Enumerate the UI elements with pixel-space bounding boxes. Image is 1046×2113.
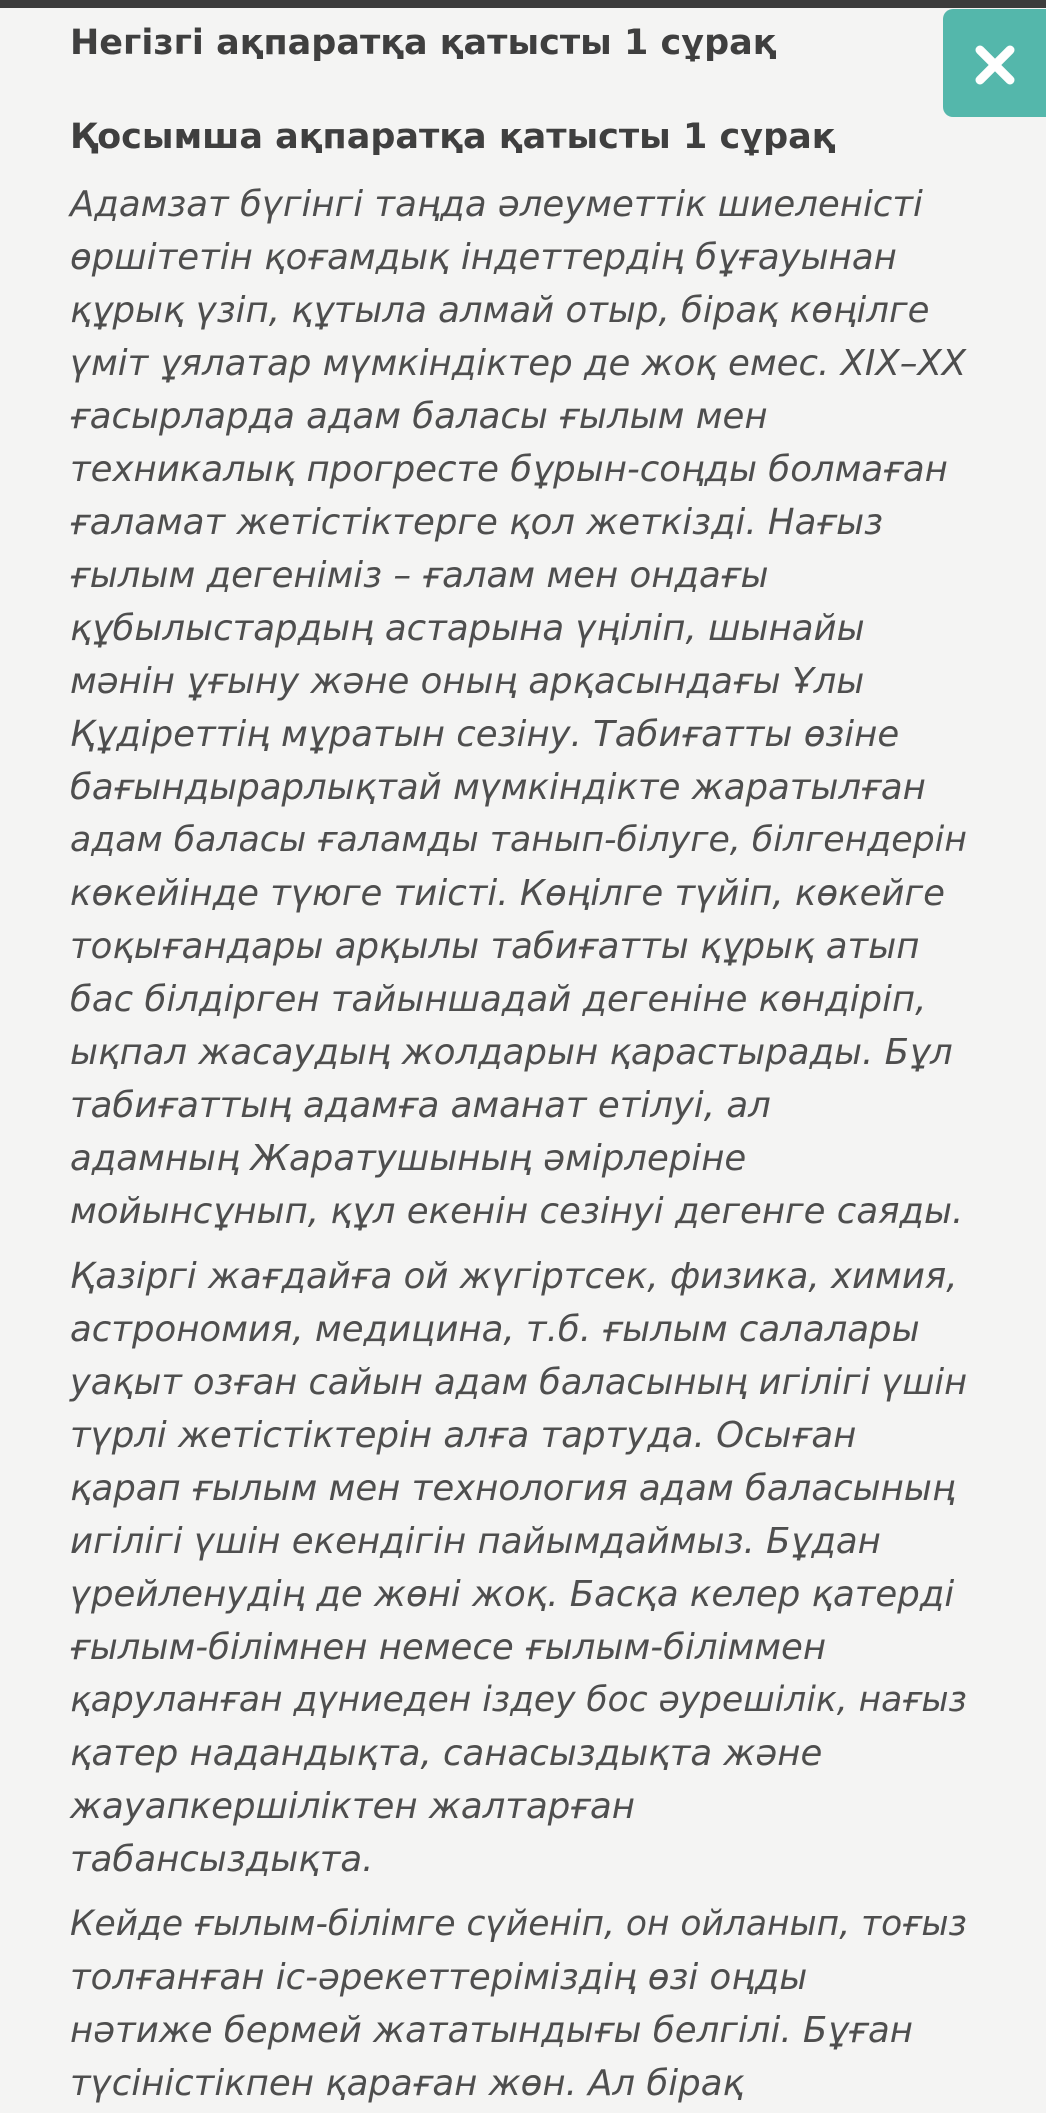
paragraph-line: ғаламат жетістіктерге қол жеткізді. Нағыз [70, 502, 884, 543]
paragraph-line: көкейінде түюге тиісті. Көңілге түйіп, көкейге [70, 873, 945, 914]
top-edge-bar [0, 0, 1046, 8]
paragraph-line: бас білдірген тайыншадай дегеніне көндіріп, [70, 979, 927, 1020]
article-paragraph-3 [70, 1898, 970, 2110]
paragraph-line: құрық үзіп, құтыла алмай отыр, бірақ көңілге [70, 290, 930, 331]
article-paragraph-1 [70, 178, 970, 1238]
paragraph-line: қарап ғылым мен технология адам баласының [70, 1468, 956, 1509]
paragraph-line: табиғаттың адамға аманат етілуі, ал [70, 1085, 771, 1126]
paragraph-line: түрлі жетістіктерін алға тартуда. Осыған [70, 1415, 857, 1456]
paragraph-line: Адамзат бүгінгі таңда әлеуметтік шиеленісті [70, 184, 923, 225]
paragraph-line: ғасырларда адам баласы ғылым мен [70, 396, 768, 437]
paragraph-line: жауапкершіліктен жалтарған [70, 1786, 635, 1827]
paragraph-line: түсіністікпен қараған жөн. Ал бірақ [70, 2063, 744, 2104]
main-info-question-heading: Негізгі ақпаратқа қатысты 1 сұрақ [70, 23, 777, 63]
article-paragraph-2 [70, 1250, 970, 1886]
paragraph-line: мәнін ұғыну және оның арқасындағы Ұлы [70, 661, 865, 702]
paragraph-line: техникалық прогресте бұрын-соңды болмаған [70, 449, 948, 490]
close-icon [974, 44, 1016, 86]
paragraph-line: Қазіргі жағдайға ой жүгіртсек, физика, химия, [70, 1256, 958, 1297]
paragraph-line: тоқығандары арқылы табиғатты құрық атып [70, 926, 920, 967]
paragraph-line: адамның Жаратушының әмірлеріне [70, 1138, 747, 1179]
paragraph-line: Құдіреттің мұратын сезіну. Табиғатты өзіне [70, 714, 900, 755]
paragraph-line: нәтиже бермей жататындығы белгілі. Бұған [70, 2010, 914, 2051]
close-button[interactable] [943, 9, 1046, 117]
extra-info-question-heading: Қосымша ақпаратқа қатысты 1 сұрақ [70, 117, 836, 157]
paragraph-line: өршітетін қоғамдық індеттердің бұғауынан [70, 237, 897, 278]
paragraph-line: үміт ұялатар мүмкіндіктер де жоқ емес. ХІХ–ХХ [70, 343, 967, 384]
paragraph-line: астрономия, медицина, т.б. ғылым салалары [70, 1309, 920, 1350]
paragraph-line: толғанған іс-әрекеттеріміздің өзі оңды [70, 1957, 808, 1998]
paragraph-line: қатер надандықта, санасыздықта және [70, 1733, 823, 1774]
paragraph-line: адам баласы ғаламды танып-білуге, білгендерін [70, 820, 967, 860]
paragraph-line: үрейленудің де жөні жоқ. Басқа келер қатерді [70, 1574, 955, 1615]
paragraph-line: бағындырарлықтай мүмкіндікте жаратылған [70, 767, 926, 808]
paragraph-line: ғылым дегеніміз – ғалам мен ондағы [70, 555, 769, 596]
paragraph-line: құбылыстардың астарына үңіліп, шынайы [70, 608, 865, 649]
paragraph-line: табансыздықта. [70, 1839, 374, 1880]
paragraph-line: ғылым-білімнен немесе ғылым-біліммен [70, 1627, 827, 1668]
reading-passage [70, 20, 970, 2110]
paragraph-line: қаруланған дүниеден іздеу бос әурешілік, нағыз [70, 1680, 967, 1720]
paragraph-line: ықпал жасаудың жолдарын қарастырады. Бұл [70, 1032, 953, 1073]
paragraph-line: уақыт озған сайын адам баласының игілігі үшін [70, 1362, 968, 1403]
paragraph-line: Кейде ғылым-білімге сүйеніп, он ойланып, тоғыз [70, 1904, 967, 1944]
paragraph-line: игілігі үшін екендігін пайымдаймыз. Бұдан [70, 1521, 881, 1562]
paragraph-line: мойынсұнып, құл екенін сезінуі дегенге саяды. [70, 1191, 964, 1232]
